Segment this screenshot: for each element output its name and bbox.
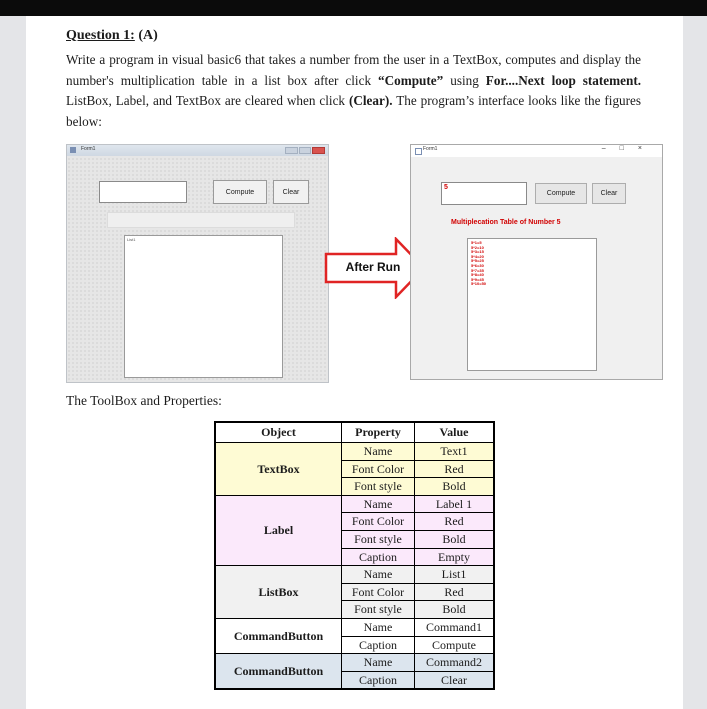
result-list — [468, 239, 596, 287]
form-icon — [415, 148, 422, 155]
form-icon — [70, 147, 76, 153]
list-item: 5*4=20 — [471, 253, 484, 259]
value-cell: Bold — [415, 601, 495, 619]
property-cell: Name — [342, 443, 415, 461]
para-clear: (Clear). — [348, 93, 393, 108]
value-cell: Empty — [415, 548, 495, 566]
table-row — [215, 618, 494, 636]
form1-title: Form1 — [81, 146, 96, 152]
close-icon: × — [637, 145, 656, 152]
property-cell: Name — [342, 566, 415, 584]
list-item: 5*1=5 — [471, 240, 482, 245]
listbox-design — [124, 235, 283, 378]
listbox-caption: List1 — [127, 237, 136, 242]
object-cell: ListBox — [215, 566, 342, 619]
question-text — [66, 50, 641, 132]
property-cell: Caption — [342, 636, 415, 654]
right-margin — [683, 16, 707, 709]
form2-title: Form1 — [423, 146, 438, 152]
object-cell: CommandButton — [215, 654, 342, 690]
clear-button-design: Clear — [273, 180, 309, 204]
table-row — [215, 443, 494, 461]
result-listbox — [467, 238, 597, 371]
para-part-1: Write a program in visual basic6 that takes a number from the user in a TextBox, computes and display the number's multiplication table in a list box after click — [66, 52, 641, 88]
list-item: 5*2=10 — [471, 244, 484, 250]
para-part-4: The program’s interface looks like the figures below: — [66, 93, 642, 129]
maximize-icon — [299, 147, 312, 154]
list-item: 5*7=35 — [471, 267, 484, 273]
left-margin — [0, 16, 26, 709]
window-controls — [285, 147, 325, 154]
value-cell: Label 1 — [415, 495, 495, 513]
minimize-icon — [285, 147, 298, 154]
property-cell: Font Color — [342, 513, 415, 531]
toolbox-heading: The ToolBox and Properties: — [66, 393, 222, 408]
value-cell: Bold — [415, 530, 495, 548]
property-cell: Font Color — [342, 460, 415, 478]
table-row — [215, 495, 494, 513]
property-cell: Font style — [342, 478, 415, 496]
para-for-next: For....Next loop statement. — [485, 72, 642, 88]
properties-body — [215, 443, 494, 690]
table-caption-label: Multiplecation Table of Number 5 — [451, 219, 561, 226]
property-cell: Font style — [342, 530, 415, 548]
value-cell: Red — [415, 460, 495, 478]
after-run-label: After Run — [345, 260, 401, 274]
property-cell: Caption — [342, 671, 415, 689]
list-item: 5*6=30 — [471, 262, 484, 268]
form-design-view — [66, 144, 329, 383]
table-header-row — [215, 422, 494, 443]
header-value: Value — [415, 422, 495, 443]
property-cell: Name — [342, 495, 415, 513]
para-compute: “Compute” — [378, 72, 444, 88]
form-run-view — [410, 144, 663, 380]
clear-button: Clear — [592, 183, 626, 204]
header-property: Property — [342, 422, 415, 443]
number-textbox — [441, 182, 527, 205]
table-row — [215, 654, 494, 672]
object-cell: TextBox — [215, 443, 342, 496]
value-cell: Clear — [415, 671, 495, 689]
question-part: (A) — [138, 28, 158, 43]
para-part-3: ListBox, Label, and TextBox are cleared when click — [66, 93, 349, 108]
top-bar — [0, 0, 707, 16]
list-item: 5*5=25 — [471, 258, 484, 264]
window-controls — [602, 145, 656, 152]
value-cell: Command1 — [415, 618, 495, 636]
value-cell: List1 — [415, 566, 495, 584]
value-cell: Text1 — [415, 443, 495, 461]
property-cell: Name — [342, 618, 415, 636]
question-title — [66, 28, 158, 44]
list-item: 5*8=40 — [471, 272, 484, 278]
property-cell: Caption — [342, 548, 415, 566]
value-cell: Command2 — [415, 654, 495, 672]
close-icon — [312, 147, 325, 154]
property-cell: Font style — [342, 601, 415, 619]
list-item: 5*10=50 — [471, 281, 487, 287]
property-cell: Name — [342, 654, 415, 672]
form2-titlebar — [411, 145, 662, 157]
property-cell: Font Color — [342, 583, 415, 601]
question-label: Question 1: — [66, 28, 135, 43]
restore-icon: □ — [619, 145, 638, 152]
list-item: 5*9=45 — [471, 276, 484, 282]
para-part-2: using — [443, 72, 479, 88]
value-cell: Red — [415, 513, 495, 531]
form1-titlebar — [67, 145, 328, 156]
list-item: 5*3=15 — [471, 249, 484, 255]
compute-button-design: Compute — [213, 180, 267, 204]
label-design — [107, 212, 295, 228]
textbox-design — [99, 181, 187, 203]
table-row — [215, 566, 494, 584]
textbox-value: 5 — [444, 184, 448, 191]
object-cell: CommandButton — [215, 618, 342, 653]
compute-button: Compute — [535, 183, 587, 204]
value-cell: Bold — [415, 478, 495, 496]
object-cell: Label — [215, 495, 342, 565]
header-object: Object — [215, 422, 342, 443]
properties-table — [214, 421, 495, 690]
minimize-icon: – — [601, 145, 620, 152]
document-page — [26, 16, 683, 709]
value-cell: Compute — [415, 636, 495, 654]
value-cell: Red — [415, 583, 495, 601]
